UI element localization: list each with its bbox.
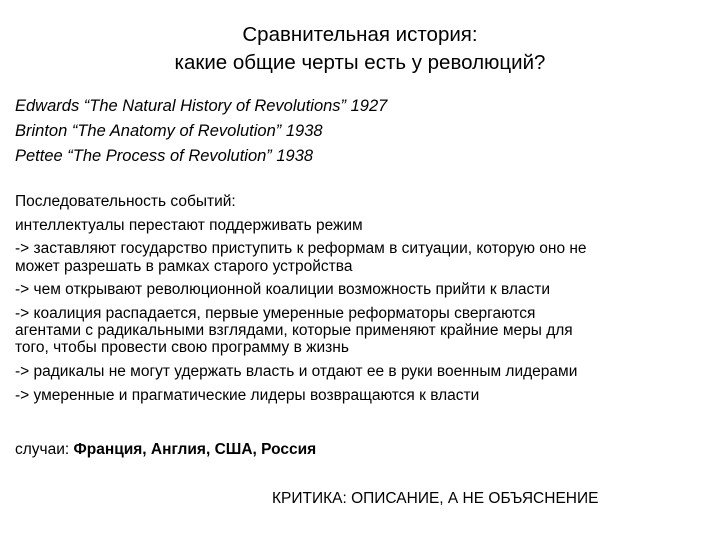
sequence-line: агентами с радикальными взглядами, которые применяют крайние меры для	[15, 322, 573, 340]
critique-text: КРИТИКА: ОПИСАНИЕ, А НЕ ОБЪЯСНЕНИЕ	[272, 490, 599, 507]
sequence-line: того, чтобы провести свою программу в жизнь	[15, 339, 349, 357]
sequence-heading: Последовательность событий:	[15, 193, 236, 210]
title-line-2: какие общие черты есть у революций?	[174, 51, 546, 74]
reference-brinton: Brinton “The Anatomy of Revolution” 1938	[15, 122, 323, 140]
cases-countries: Франция, Англия, США, Россия	[73, 441, 317, 458]
sequence-line: -> чем открывают революционной коалиции возможность прийти к власти	[15, 281, 551, 299]
sequence-line: интеллектуалы перестают поддерживать режим	[15, 216, 363, 234]
slide-title	[60, 21, 660, 77]
reference-edwards: Edwards “The Natural History of Revolutions” 1927	[15, 97, 388, 115]
sequence-line: -> заставляют государство приступить к реформам в ситуации, которую оно не	[15, 240, 587, 258]
cases-label: случаи:	[15, 441, 74, 458]
cases-line	[15, 440, 316, 460]
reference-pettee: Pettee “The Process of Revolution” 1938	[15, 147, 314, 165]
sequence-line: может разрешать в рамках старого устройства	[15, 257, 353, 275]
sequence-line: -> коалиция распадается, первые умеренные реформаторы свергаются	[15, 305, 536, 323]
references-list	[15, 94, 387, 169]
sequence-line: -> умеренные и прагматические лидеры возвращаются к власти	[15, 386, 480, 404]
sequence-line: -> радикалы не могут удержать власть и отдают ее в руки военным лидерами	[15, 363, 578, 381]
title-line-1: Сравнительная история:	[242, 23, 478, 46]
sequence-of-events	[15, 193, 705, 404]
